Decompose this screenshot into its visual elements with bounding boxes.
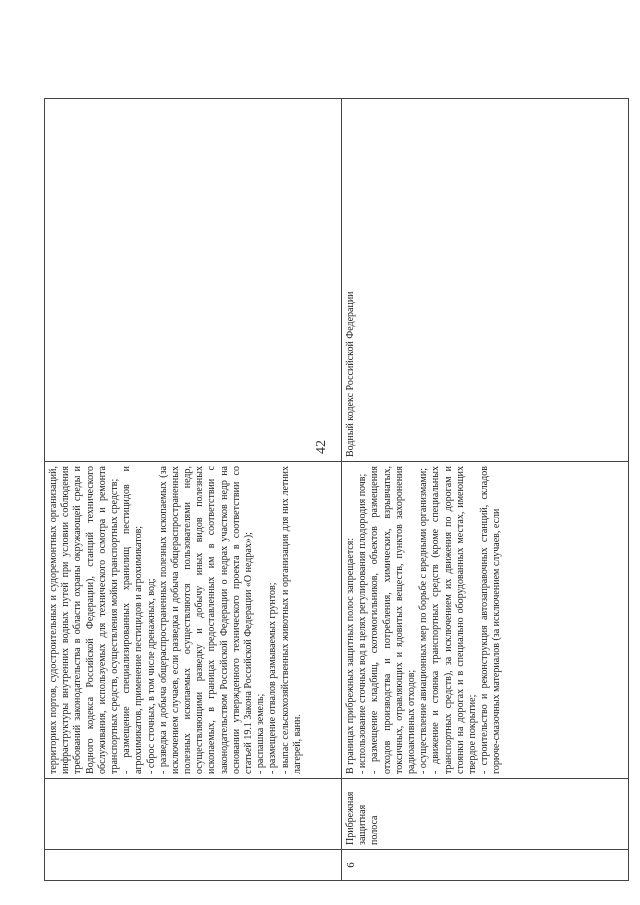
restriction-line: - движение и стоянка транспортных средств (кроме специальных транспортных средств), за исключением их движения по дорогам и стоянки на дорогах и в специально оборудованных местах, имеющих твердое покрытие; bbox=[430, 466, 478, 774]
restriction-line: территориях портов, судостроительных и судоремонтных организаций, инфраструктуры внутренних водных путей при условии соблюдения требований законодательства в области охраны окружающей среды и Водного кодекса Российской Федерации), станций технического обслуживания, используемых для технического осмотра и ремонта транспортных средств, осуществления мойки транспортных средств; bbox=[48, 466, 120, 774]
restriction-line: - осуществление авиационных мер по борьбе с вредными организмами; bbox=[418, 468, 430, 774]
restriction-line: - сброс сточных, в том числе дренажных, вод; bbox=[145, 578, 157, 774]
restriction-line: - распашка земель; bbox=[255, 693, 267, 774]
restriction-line: - разведка и добыча общераспространенных полезных ископаемых (за исключением случаев, если разведка и добыча общераспространенных полезных ископаемых осуществляются пользователями недр, осуществляющими разведку и добычу иных видов полезных ископаемых, в границах предоставленных им в соответствии с законодательством Российской Федерации о недрах участков недр на основании утвержденного технического проекта в соответствии со статьей 19.1 Закона Российской Федерации «О недрах»); bbox=[157, 466, 254, 774]
row-number-cell bbox=[45, 850, 342, 881]
law-cell bbox=[45, 99, 342, 462]
zone-name-cell bbox=[45, 779, 342, 850]
restriction-line: - размещение специализированных хранилищ пестицидов и агрохимикатов, применение пестицидов и агрохимикатов; bbox=[121, 466, 145, 774]
page-number: 42 bbox=[314, 440, 329, 454]
table-row bbox=[342, 99, 629, 881]
zone-name-cell: Прибрежная защитная полоса bbox=[342, 779, 629, 850]
table-row bbox=[45, 99, 342, 881]
restrictions-table bbox=[44, 98, 614, 881]
restriction-line: - использование сточных вод в целях регулирования плодородия почв; bbox=[357, 473, 369, 774]
restrictions-cell bbox=[45, 462, 342, 779]
law-cell: Водный кодекс Российской Федерации bbox=[342, 99, 629, 462]
row-number-cell: 6 bbox=[342, 850, 629, 881]
restriction-line: - выпас сельскохозяйственных животных и организация для них летних лагерей, ванн. bbox=[279, 466, 303, 774]
restriction-line: - размещение кладбищ, скотомогильников, объектов размещения отходов производства и потребления, химических, взрывчатых, токсичных, отравляющих и ядовитых веществ, пунктов захоронения радиоактивных отходов; bbox=[369, 466, 417, 774]
restriction-line: - размещение отвалов размываемых грунтов; bbox=[267, 582, 279, 774]
restriction-line: - строительство и реконструкция автозаправочных станций, складов горюче-смазочных материалов (за исключением случаев, если bbox=[479, 466, 503, 774]
restrictions-cell bbox=[342, 462, 629, 779]
restriction-line: В границах прибрежных защитных полос запрещается: bbox=[345, 537, 356, 774]
